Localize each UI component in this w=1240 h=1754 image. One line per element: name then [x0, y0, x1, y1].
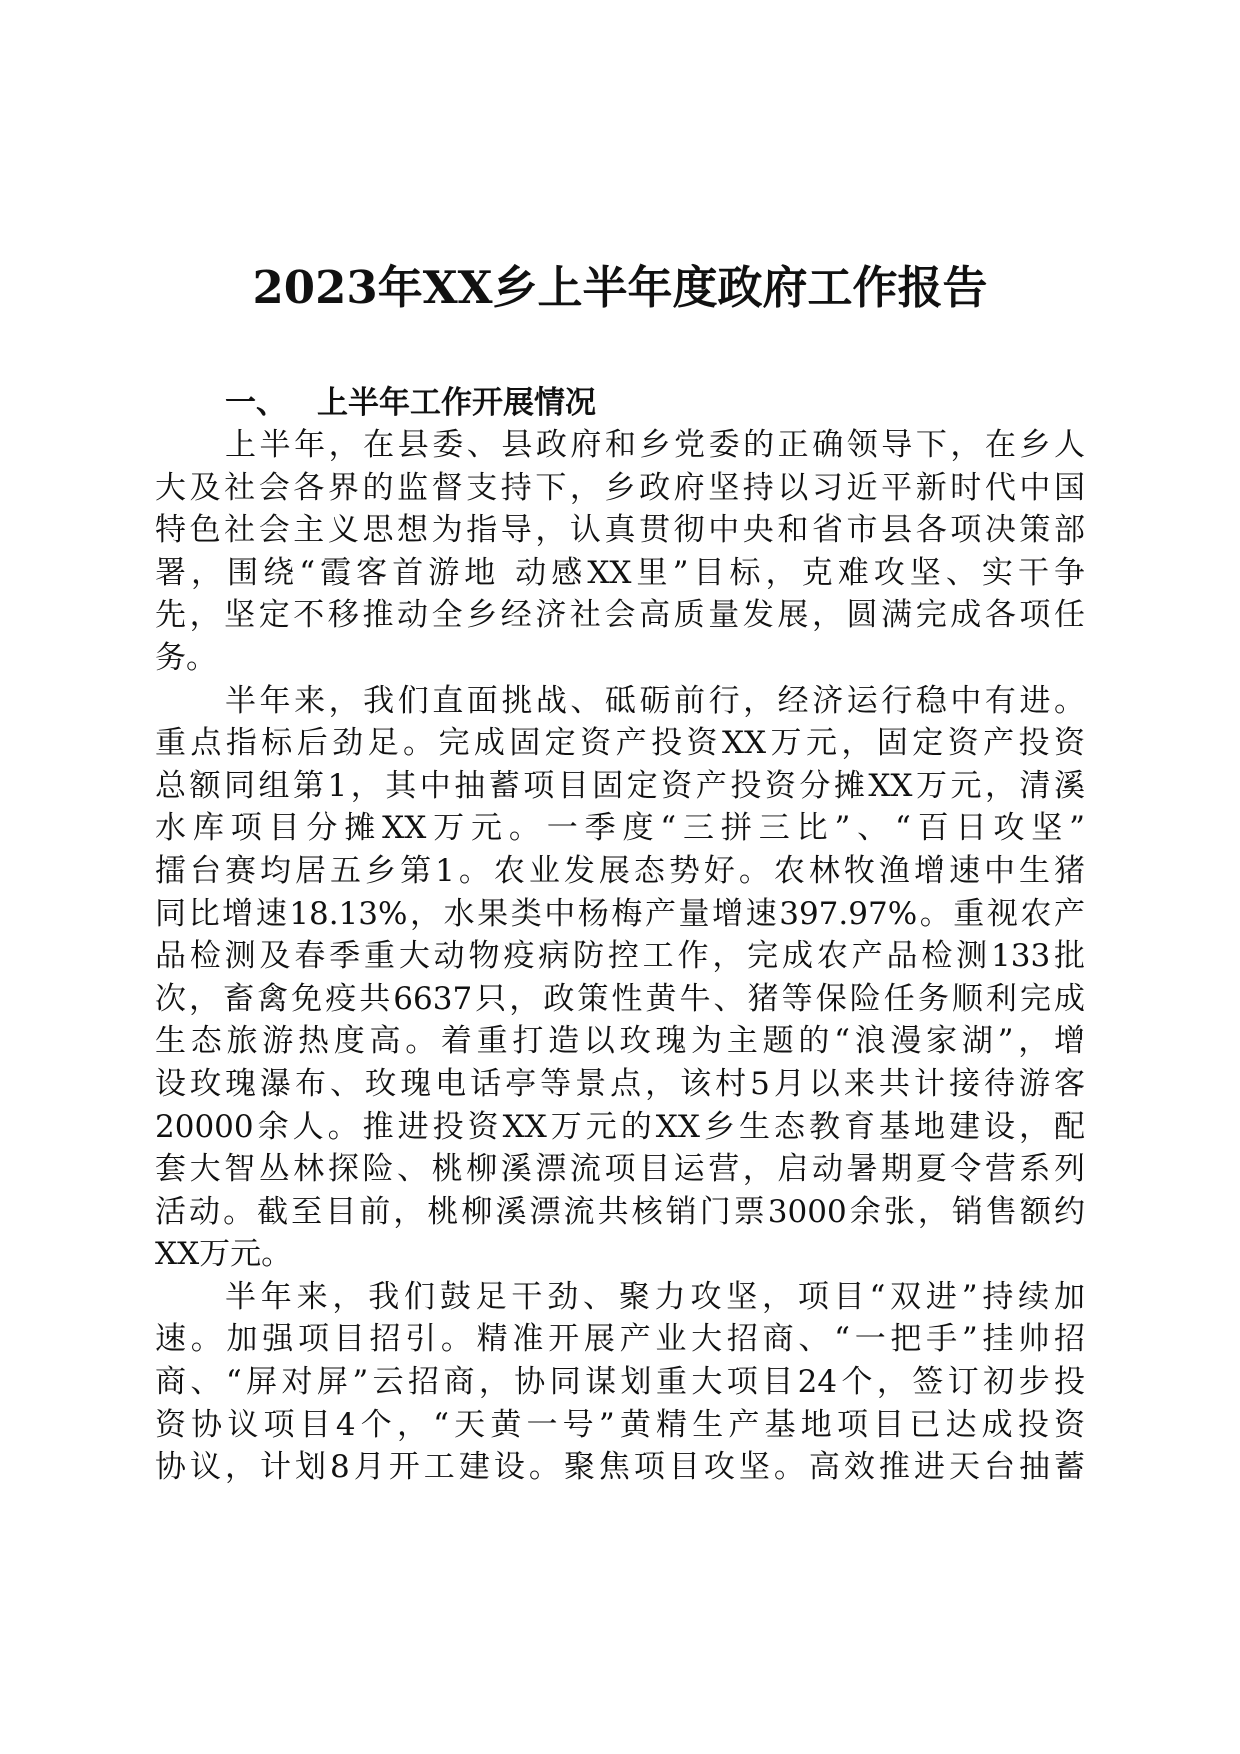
- paragraph-3: [155, 1276, 1085, 1489]
- paragraph-line: 次，畜禽免疫共6637只，政策性黄牛、猪等保险任务顺利完成: [155, 980, 1085, 1017]
- paragraph-line: 套大智丛林探险、桃柳溪漂流项目运营，启动暑期夏令营系列: [155, 1151, 1085, 1188]
- section-heading-text: 上半年工作开展情况: [317, 385, 596, 421]
- paragraph-line: 同比增速18.13%，水果类中杨梅产量增速397.97%。重视农产: [155, 895, 1085, 932]
- paragraph-line: 资协议项目4个，“天黄一号”黄精生产基地项目已达成投资: [155, 1406, 1085, 1443]
- paragraph-line: 上半年，在县委、县政府和乡党委的正确领导下，在乡人: [225, 427, 1085, 463]
- document-title: 2023年XX乡上半年度政府工作报告: [252, 261, 988, 314]
- paragraph-line: 务。: [155, 639, 217, 676]
- section-heading: [155, 382, 1085, 424]
- paragraph-line: 擂台赛均居五乡第1。农业发展态势好。农林牧渔增速中生猪: [155, 852, 1085, 889]
- paragraph-line: 速。加强项目招引。精准开展产业大招商、“一把手”挂帅招: [155, 1321, 1085, 1358]
- paragraph-line: 品检测及春季重大动物疫病防控工作，完成农产品检测133批: [155, 938, 1085, 975]
- paragraph-2: [155, 680, 1085, 1276]
- paragraph-line: 大及社会各界的监督支持下，乡政府坚持以习近平新时代中国: [155, 469, 1085, 506]
- document-body: [155, 382, 1085, 1489]
- paragraph-1: [155, 424, 1085, 680]
- paragraph-line: 先，坚定不移推动全乡经济社会高质量发展，圆满完成各项任: [155, 597, 1085, 634]
- paragraph-line: 活动。截至目前，桃柳溪漂流共核销门票3000余张，销售额约: [155, 1193, 1085, 1230]
- paragraph-line: 半年来，我们鼓足干劲、聚力攻坚，项目“双进”持续加: [225, 1278, 1085, 1315]
- paragraph-line: XX万元。: [155, 1236, 293, 1273]
- paragraph-line: 重点指标后劲足。完成固定资产投资XX万元，固定资产投资: [155, 725, 1085, 762]
- paragraph-line: 署，围绕“霞客首游地 动感XX里”目标，克难攻坚、实干争: [155, 554, 1085, 591]
- paragraph-line: 20000余人。推进投资XX万元的XX乡生态教育基地建设，配: [155, 1108, 1085, 1145]
- paragraph-line: 设玫瑰瀑布、玫瑰电话亭等景点，该村5月以来共计接待游客: [155, 1065, 1085, 1102]
- paragraph-line: 生态旅游热度高。着重打造以玫瑰为主题的“浪漫家湖”，增: [155, 1023, 1085, 1060]
- paragraph-line: 商、“屏对屏”云招商，协同谋划重大项目24个，签订初步投: [155, 1364, 1085, 1401]
- paragraph-line: 水库项目分摊XX万元。一季度“三拼三比”、“百日攻坚”: [155, 810, 1085, 847]
- paragraph-line: 协议，计划8月开工建设。聚焦项目攻坚。高效推进天台抽蓄: [155, 1449, 1085, 1486]
- section-number: 一、: [225, 385, 287, 421]
- paragraph-line: 特色社会主义思想为指导，认真贯彻中央和省市县各项决策部: [155, 512, 1085, 549]
- paragraph-line: 半年来，我们直面挑战、砥砺前行，经济运行稳中有进。: [225, 682, 1085, 719]
- paragraph-line: 总额同组第1，其中抽蓄项目固定资产投资分摊XX万元，清溪: [155, 767, 1085, 804]
